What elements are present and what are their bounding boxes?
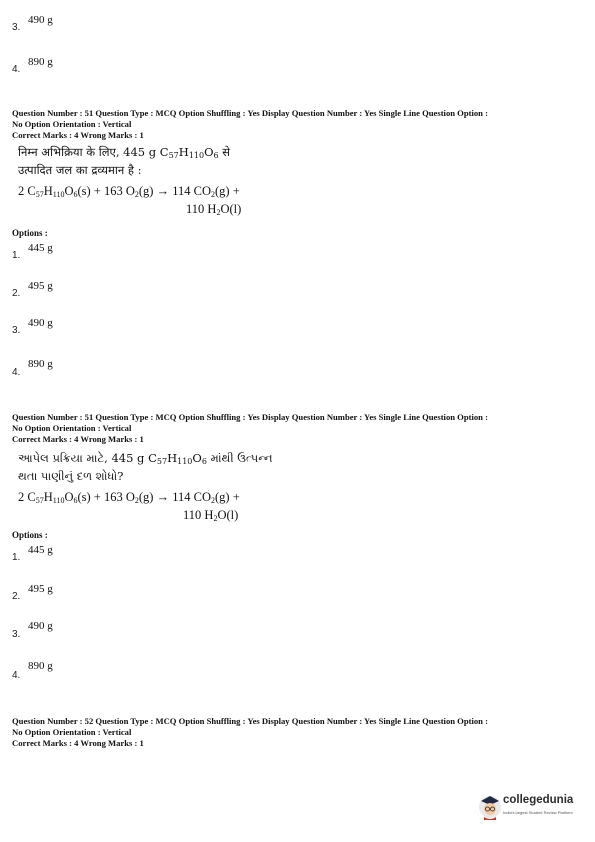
brand-name: collegedunia — [503, 794, 574, 806]
option-number: 4. — [12, 670, 21, 681]
chemical-equation-line2: 110 $H_2O(l)$ — [183, 508, 239, 523]
chemical-equation: 2 $C_{57}H_{110}O_6(s) + 163$ $O_2(g) \to 114$ $CO_2(g)$ + — [18, 184, 240, 199]
option-number: 3. — [12, 629, 21, 640]
option-value: 490 g — [28, 317, 53, 329]
options-label: Options : — [12, 228, 48, 238]
options-label: Options : — [12, 530, 48, 540]
question-text-line: निम्न अभिक्रिया के लिए, 445 g $C_{57}H_{110}O_6$ से — [18, 145, 231, 160]
chemical-equation-line2: 110 $H_2O(l)$ — [186, 202, 242, 217]
meta-line: Question Number : 51 Question Type : MCQ Option Shuffling : Yes Display Question Number : Yes Single Line Question Option : — [12, 412, 488, 422]
brand-tagline: India's largest Student Review Platform — [503, 810, 573, 815]
meta-line: No Option Orientation : Vertical — [12, 727, 132, 737]
option-value: 495 g — [28, 280, 53, 292]
option-value: 445 g — [28, 242, 53, 254]
question-meta — [12, 108, 587, 141]
question-text-line: उत्पादित जल का द्रव्यमान है : — [18, 163, 142, 177]
meta-line: Question Number : 51 Question Type : MCQ Option Shuffling : Yes Display Question Number : Yes Single Line Question Option : — [12, 108, 488, 118]
question-meta — [12, 412, 587, 445]
meta-line: Correct Marks : 4 Wrong Marks : 1 — [12, 130, 144, 140]
option-value: 890 g — [28, 56, 53, 68]
option-value: 890 g — [28, 358, 53, 370]
question-meta — [12, 716, 587, 749]
option-number: 1. — [12, 250, 21, 261]
chemical-equation: 2 $C_{57}H_{110}O_6(s) + 163$ $O_2(g) \to 114$ $CO_2(g)$ + — [18, 490, 240, 505]
option-number: 3. — [12, 22, 21, 33]
option-value: 490 g — [28, 620, 53, 632]
option-number: 1. — [12, 552, 21, 563]
option-number: 4. — [12, 367, 21, 378]
option-number: 3. — [12, 325, 21, 336]
question-text-line: થતા પાણીનું દળ શોધો? — [18, 469, 124, 483]
option-value: 890 g — [28, 660, 53, 672]
meta-line: No Option Orientation : Vertical — [12, 119, 132, 129]
meta-line: Question Number : 52 Question Type : MCQ Option Shuffling : Yes Display Question Number : Yes Single Line Question Option : — [12, 716, 488, 726]
option-number: 2. — [12, 591, 21, 602]
meta-line: Correct Marks : 4 Wrong Marks : 1 — [12, 738, 144, 748]
meta-line: Correct Marks : 4 Wrong Marks : 1 — [12, 434, 144, 444]
option-value: 445 g — [28, 544, 53, 556]
option-value: 495 g — [28, 583, 53, 595]
meta-line: No Option Orientation : Vertical — [12, 423, 132, 433]
option-value: 490 g — [28, 14, 53, 26]
option-number: 2. — [12, 288, 21, 299]
question-text-line: આપેલ પ્રક્રિયા માટે, 445 g $C_{57}H_{110}O_6$ માંથી ઉત્પન્ન — [18, 451, 273, 466]
option-number: 4. — [12, 64, 21, 75]
